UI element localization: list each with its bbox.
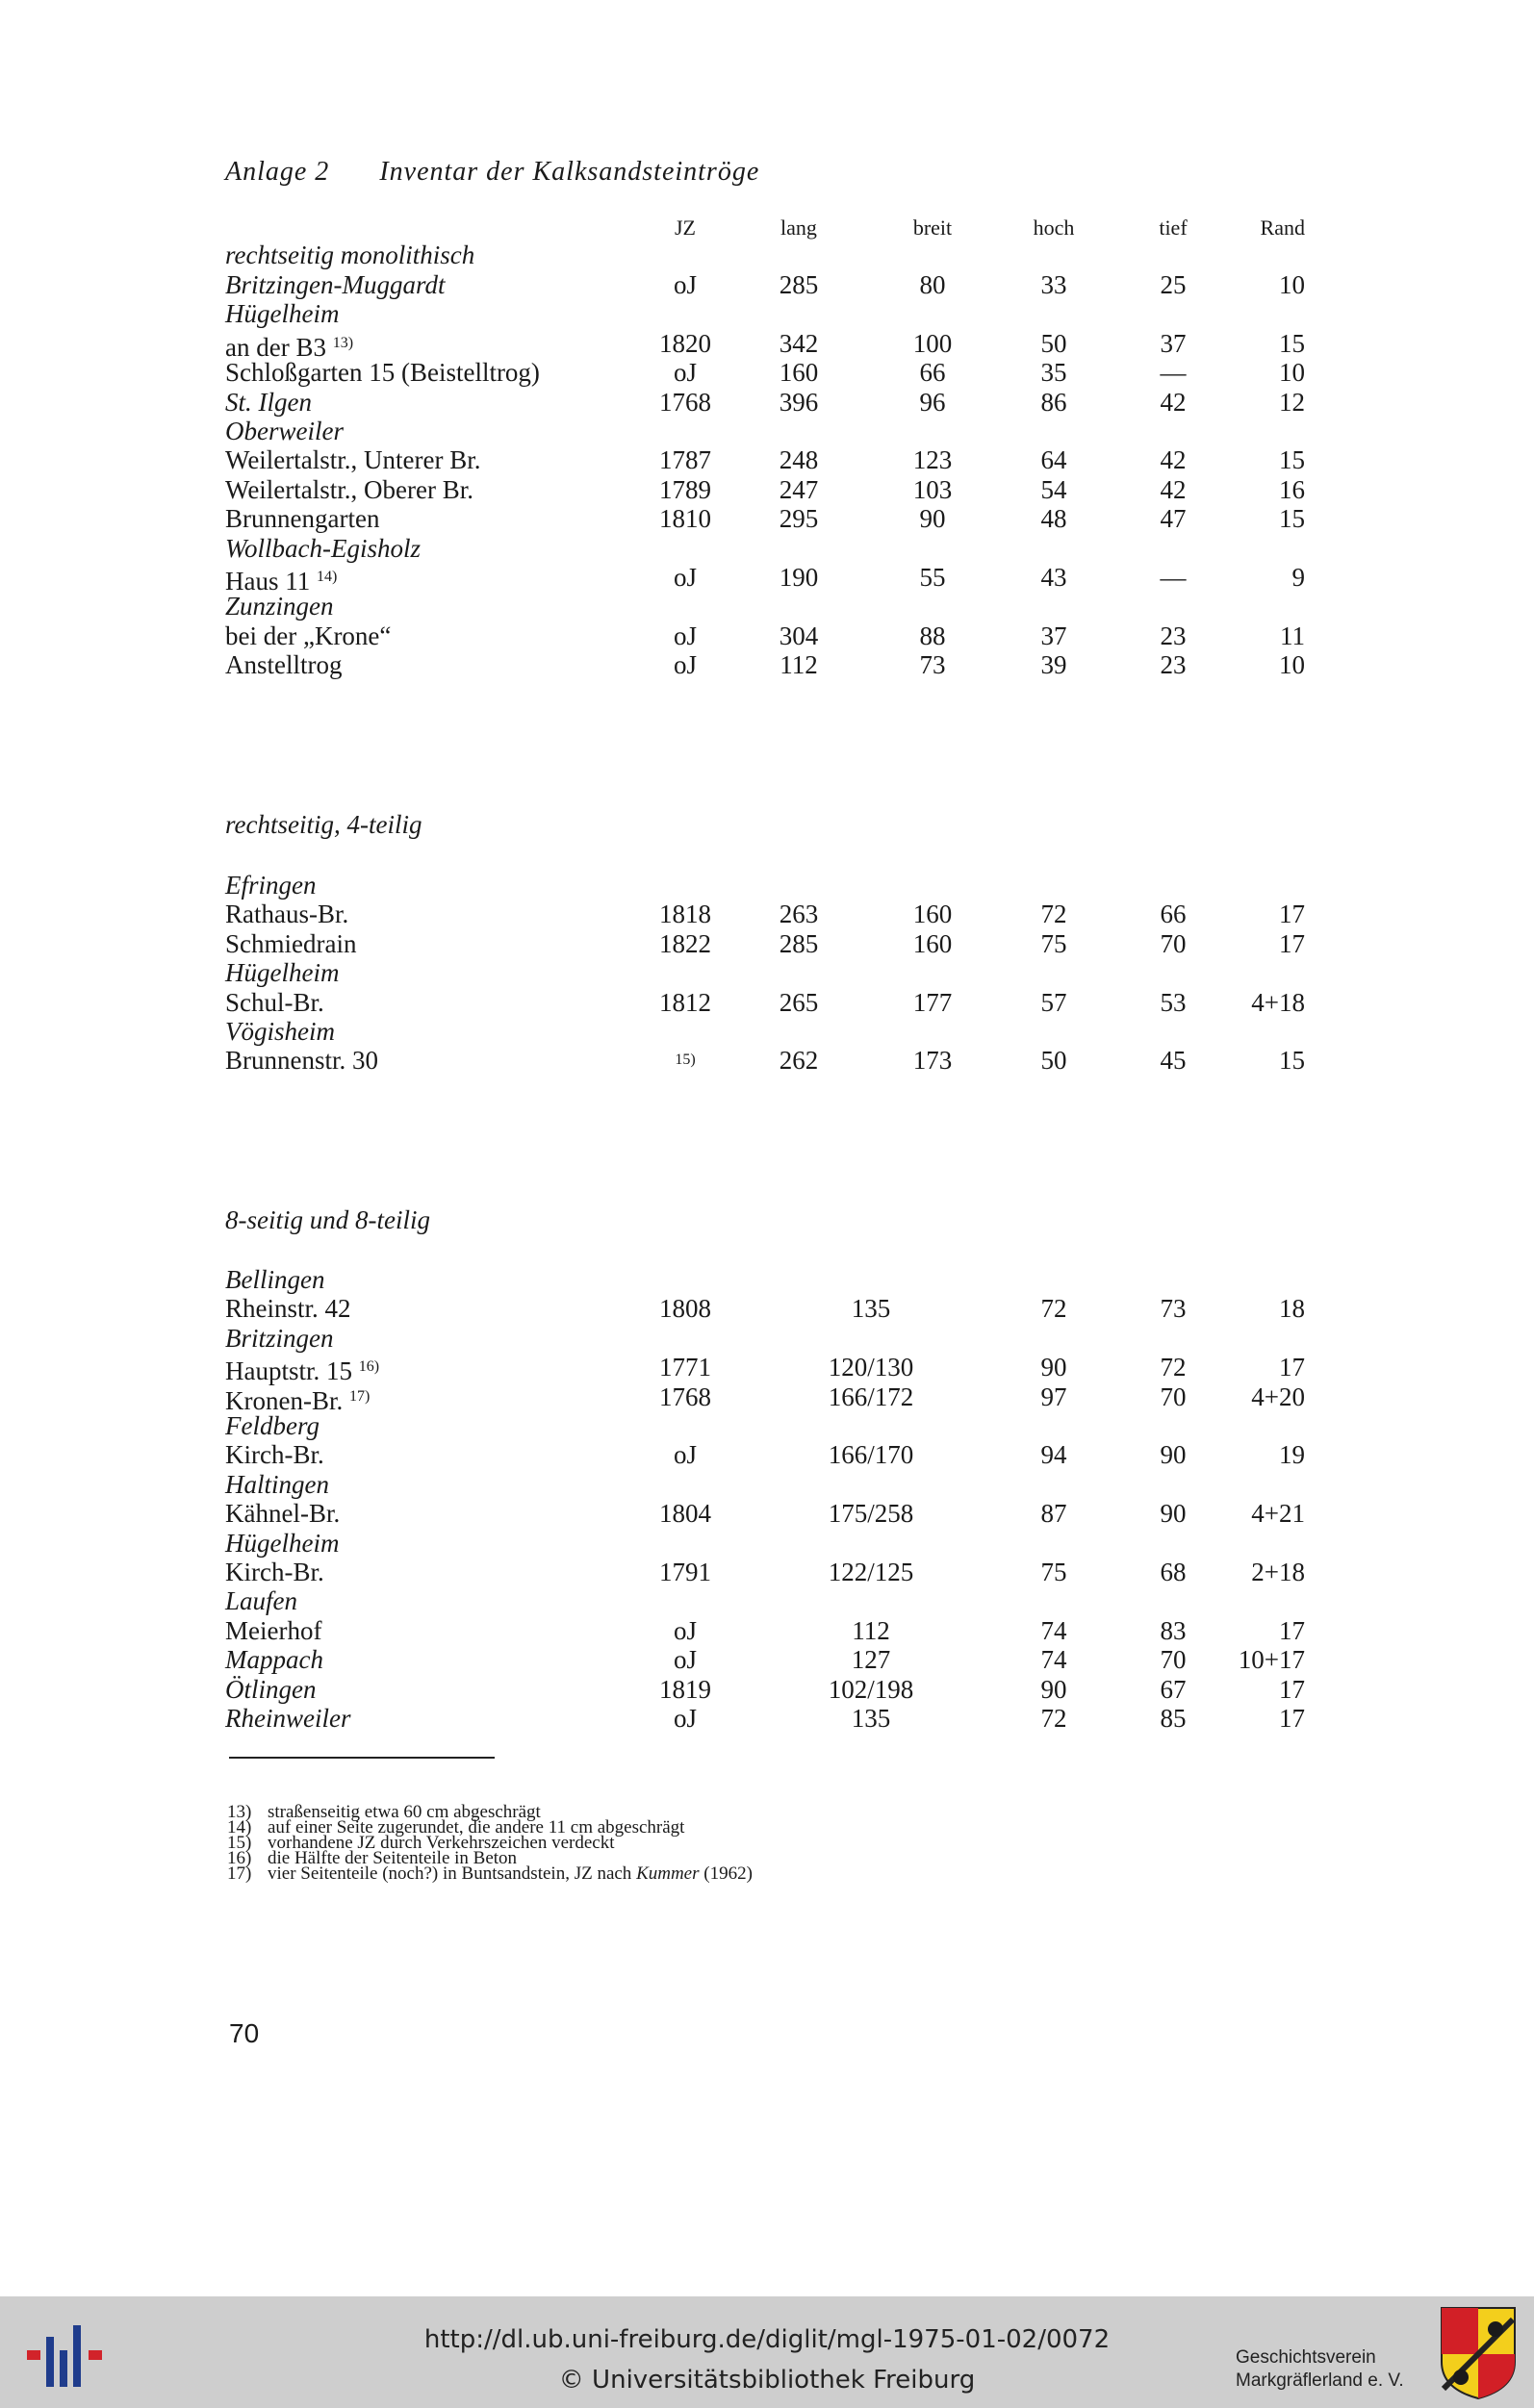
cell-hoch: 33 — [1040, 270, 1067, 299]
table-row — [0, 1615, 1534, 1646]
row-label-text: Bellingen — [225, 1265, 325, 1294]
table-row — [0, 269, 1534, 300]
cell-hoch: 72 — [1040, 900, 1067, 929]
cell-jz: oJ — [673, 1645, 697, 1675]
cell-breit: 160 — [912, 928, 953, 958]
cell-hoch: 64 — [1040, 445, 1067, 475]
table-row — [0, 649, 1534, 680]
cell-tief: 85 — [1160, 1704, 1187, 1733]
footnote-text: vorhandene JZ durch Verkehrszeichen verdeckt — [268, 1833, 615, 1853]
cell-jz: 1787 — [659, 445, 711, 475]
table-row — [0, 1703, 1534, 1734]
group-heading-row — [0, 1323, 1534, 1354]
cell-tief: 45 — [1160, 1046, 1187, 1076]
cell-lang-breit: 166/170 — [828, 1440, 914, 1470]
cell-hoch: 97 — [1040, 1381, 1067, 1411]
footnote-ref: 15) — [675, 1052, 696, 1069]
row-label-text: Rathaus-Br. — [225, 900, 349, 929]
table-row — [0, 1293, 1534, 1324]
group-heading-row — [0, 591, 1534, 621]
footnote-author: Kummer — [636, 1863, 700, 1884]
row-label — [225, 957, 339, 988]
cell-tief: 25 — [1160, 270, 1187, 299]
table-row — [0, 1498, 1534, 1529]
row-label-text: Oberweiler — [225, 417, 344, 445]
table-row — [0, 1557, 1534, 1587]
row-label-text: Hügelheim — [225, 1528, 340, 1558]
row-label — [225, 987, 324, 1018]
cell-lang-breit: 127 — [851, 1645, 891, 1675]
cell-jz: 1768 — [659, 387, 711, 417]
cell-lang: 112 — [780, 650, 818, 680]
page-number: 70 — [229, 2018, 260, 2048]
table-row — [0, 928, 1534, 959]
row-label — [225, 298, 339, 329]
cell-jz: oJ — [673, 563, 697, 592]
cell-hoch: 50 — [1040, 328, 1067, 358]
cell-breit: 90 — [919, 504, 946, 534]
row-label — [225, 1585, 297, 1616]
footnote-ref: 13) — [332, 334, 354, 351]
cell-rand: 17 — [1279, 1353, 1305, 1382]
cell-jz: oJ — [673, 650, 697, 680]
table-row — [0, 621, 1534, 651]
cell-rand: 17 — [1279, 1704, 1305, 1733]
group-heading-row — [0, 1528, 1534, 1559]
cell-lang: 190 — [779, 563, 819, 592]
footnote-text: die Hälfte der Seitenteile in Beton — [268, 1848, 518, 1868]
footer-org — [1236, 2346, 1404, 2393]
footnote — [227, 1863, 753, 1884]
cell-tief: 23 — [1160, 621, 1187, 650]
cell-breit: 173 — [912, 1046, 953, 1076]
row-label-text: Efringen — [225, 871, 317, 900]
header-tief: tief — [1159, 215, 1188, 240]
cell-tief: 72 — [1160, 1353, 1187, 1382]
footnote-number: 17) — [227, 1863, 252, 1884]
row-label — [225, 928, 356, 959]
header-breit: breit — [912, 215, 953, 240]
group-heading-row — [0, 416, 1534, 446]
row-label — [225, 387, 312, 418]
footnote-year: (1962) — [703, 1863, 753, 1884]
cell-lang-breit: 120/130 — [828, 1353, 914, 1382]
cell-jz: oJ — [673, 358, 697, 388]
cell-tief: 83 — [1160, 1615, 1187, 1645]
row-label — [225, 1264, 324, 1295]
cell-tief: 70 — [1160, 928, 1187, 958]
table-row — [0, 1674, 1534, 1705]
cell-lang-breit: 102/198 — [828, 1674, 914, 1704]
footnote-ref: 17) — [348, 1387, 371, 1405]
cell-breit: 177 — [912, 987, 953, 1017]
table-row — [0, 357, 1534, 388]
cell-hoch: 48 — [1040, 504, 1067, 534]
cell-lang-breit: 166/172 — [828, 1381, 914, 1411]
cell-rand: 15 — [1279, 504, 1305, 534]
cell-hoch: 43 — [1040, 563, 1067, 592]
cell-rand: 4+21 — [1251, 1499, 1305, 1529]
row-label-text: Kähnel-Br. — [225, 1499, 341, 1529]
row-label — [225, 1293, 351, 1324]
cell-hoch: 90 — [1040, 1674, 1067, 1704]
cell-lang: 285 — [779, 928, 819, 958]
cell-jz: 1820 — [659, 328, 711, 358]
footnote-number: 16) — [227, 1848, 252, 1868]
row-label — [225, 533, 421, 564]
row-label-text: St. Ilgen — [225, 387, 312, 417]
header-jz: JZ — [675, 215, 696, 240]
cell-jz: 1804 — [659, 1499, 711, 1529]
group-heading-row — [0, 1410, 1534, 1441]
row-label-text: Mappach — [225, 1645, 323, 1675]
row-label — [225, 1557, 324, 1587]
cell-jz: 1812 — [659, 987, 711, 1017]
footnote-text: straßenseitig etwa 60 cm abgeschrägt — [268, 1802, 541, 1822]
row-label-text: Meierhof — [225, 1615, 322, 1645]
cell-hoch: 74 — [1040, 1645, 1067, 1675]
cell-lang: 295 — [779, 504, 819, 534]
cell-breit: 55 — [919, 563, 946, 592]
row-label — [225, 1016, 335, 1047]
row-label — [225, 1498, 340, 1529]
row-label-text: Vögisheim — [225, 1017, 335, 1046]
cell-rand: 10+17 — [1238, 1645, 1305, 1675]
header-lang: lang — [780, 215, 817, 240]
row-label-text: Wollbach-Egisholz — [225, 533, 422, 563]
footnote-rule — [229, 1757, 495, 1759]
cell-jz: oJ — [673, 621, 697, 650]
row-label — [225, 1703, 350, 1734]
row-label-text: Haus 11 — [225, 567, 311, 596]
cell-jz: 1808 — [659, 1294, 711, 1324]
cell-lang: 342 — [779, 328, 819, 358]
cell-tief: 53 — [1160, 987, 1187, 1017]
cell-hoch: 94 — [1040, 1440, 1067, 1470]
cell-jz: 1768 — [659, 1381, 711, 1411]
cell-hoch: 86 — [1040, 387, 1067, 417]
cell-tief: 68 — [1160, 1558, 1187, 1586]
row-label — [225, 899, 348, 929]
cell-tief: 42 — [1160, 445, 1187, 475]
cell-hoch: 90 — [1040, 1353, 1067, 1382]
row-label-text: Ötlingen — [225, 1674, 317, 1704]
cell-lang: 304 — [779, 621, 819, 650]
row-label — [225, 1323, 334, 1354]
row-label-text: Weilertalstr., Oberer Br. — [225, 474, 473, 504]
footer-url[interactable]: http://dl.ub.uni-freiburg.de/diglit/mgl-1975-01-02/0072 — [423, 2325, 1111, 2354]
cell-lang: 160 — [779, 358, 819, 388]
cell-hoch: 72 — [1040, 1294, 1067, 1324]
cell-breit: 88 — [919, 621, 946, 650]
footnote-ref: 14) — [317, 569, 338, 585]
cell-hoch: 74 — [1040, 1615, 1067, 1645]
cell-rand: 15 — [1279, 445, 1305, 475]
cell-breit: 80 — [919, 270, 946, 299]
table-row — [0, 444, 1534, 475]
cell-rand: 10 — [1279, 270, 1305, 299]
cell-tief: 90 — [1160, 1440, 1187, 1470]
row-label-text: Schul-Br. — [225, 987, 324, 1017]
cell-jz: oJ — [673, 1440, 697, 1470]
cell-rand: 17 — [1279, 900, 1305, 929]
cell-tief: 73 — [1160, 1294, 1187, 1324]
row-label — [225, 1644, 323, 1675]
cell-rand: 19 — [1279, 1440, 1305, 1470]
table-row — [0, 1644, 1534, 1675]
cell-jz: 1818 — [659, 900, 711, 929]
table-row — [0, 1352, 1534, 1386]
group-heading-row — [0, 1264, 1534, 1295]
row-label-text: Haltingen — [225, 1469, 329, 1499]
row-label-text: Kirch-Br. — [225, 1558, 324, 1586]
section3-title: 8-seitig und 8-teilig — [225, 1205, 430, 1234]
row-label-text: Hügelheim — [225, 299, 340, 329]
group-heading-row — [0, 870, 1534, 900]
cell-jz: oJ — [673, 270, 697, 299]
section1-title: rechtseitig monolithisch — [225, 241, 475, 269]
row-label — [225, 1439, 324, 1470]
table-row — [0, 503, 1534, 534]
row-label-text: Zunzingen — [225, 592, 334, 621]
title-part1: Anlage 2 — [225, 157, 330, 187]
footnote-text: auf einer Seite zugerundet, die andere 11 cm abgeschrägt — [268, 1817, 685, 1838]
page-title — [225, 157, 759, 188]
cell-tief: 47 — [1160, 504, 1187, 534]
cell-jz — [631, 1045, 739, 1079]
cell-rand: 4+18 — [1251, 987, 1305, 1017]
cell-rand: 17 — [1279, 1674, 1305, 1704]
cell-lang: 248 — [779, 445, 819, 475]
footnote-number: 13) — [227, 1802, 252, 1822]
cell-hoch: 72 — [1040, 1704, 1067, 1733]
row-label-text: Feldberg — [225, 1411, 320, 1440]
cell-hoch: 39 — [1040, 650, 1067, 680]
row-label-text: Anstelltrog — [225, 650, 343, 680]
cell-breit: 66 — [919, 358, 946, 388]
table-row — [0, 474, 1534, 505]
cell-jz: 1822 — [659, 928, 711, 958]
cell-tief: — — [1160, 358, 1187, 388]
cell-hoch: 54 — [1040, 474, 1067, 504]
cell-hoch: 50 — [1040, 1046, 1067, 1076]
row-label-text: Brunnenstr. 30 — [225, 1046, 378, 1076]
row-label-text: Rheinweiler — [225, 1704, 351, 1733]
row-label-text: Hauptstr. 15 — [225, 1356, 352, 1386]
row-label — [225, 1469, 329, 1500]
table-row — [0, 387, 1534, 418]
cell-tief: 70 — [1160, 1381, 1187, 1411]
row-label — [225, 357, 540, 388]
footnote-text: vier Seitenteile (noch?) in Buntsandstein, JZ nach — [268, 1863, 632, 1884]
cell-breit: 100 — [912, 328, 953, 358]
cell-hoch: 37 — [1040, 621, 1067, 650]
cell-rand: 11 — [1280, 621, 1305, 650]
header-rand: Rand — [1260, 215, 1305, 240]
row-label-text: Kirch-Br. — [225, 1440, 324, 1470]
row-label-text: bei der „Krone“ — [225, 621, 392, 650]
table-row — [0, 899, 1534, 929]
cell-breit: 123 — [912, 445, 953, 475]
cell-lang: 285 — [779, 270, 819, 299]
cell-tief: — — [1160, 563, 1187, 592]
row-label — [225, 416, 344, 446]
cell-tief: 70 — [1160, 1645, 1187, 1675]
cell-rand: 17 — [1279, 1615, 1305, 1645]
cell-tief: 90 — [1160, 1499, 1187, 1529]
cell-hoch: 75 — [1040, 928, 1067, 958]
cell-lang-breit: 175/258 — [828, 1499, 914, 1529]
row-label-text: Schloßgarten 15 (Beistelltrog) — [225, 358, 540, 388]
table-row — [0, 1045, 1534, 1076]
cell-jz: 1789 — [659, 474, 711, 504]
org-line1: Geschichtsverein — [1236, 2347, 1376, 2368]
cell-rand: 15 — [1279, 1046, 1305, 1076]
row-label-text: Weilertalstr., Unterer Br. — [225, 445, 481, 475]
group-heading-row — [0, 533, 1534, 564]
row-label — [225, 503, 379, 534]
cell-jz: oJ — [673, 1704, 697, 1733]
row-label — [225, 474, 473, 505]
footnote-ref: 16) — [358, 1358, 380, 1376]
cell-tief: 42 — [1160, 474, 1187, 504]
cell-rand: 4+20 — [1251, 1381, 1305, 1411]
cell-jz: oJ — [673, 1615, 697, 1645]
table-row — [0, 328, 1534, 362]
cell-rand: 16 — [1279, 474, 1305, 504]
coat-of-arms-icon — [1440, 2306, 1517, 2400]
row-label-text: Britzingen — [225, 1323, 334, 1353]
row-label — [225, 1615, 321, 1646]
table-header — [0, 213, 1534, 243]
cell-jz: 1819 — [659, 1674, 711, 1704]
cell-breit: 96 — [919, 387, 946, 417]
cell-lang-breit: 122/125 — [828, 1558, 914, 1586]
cell-rand: 10 — [1279, 358, 1305, 388]
group-heading-row — [0, 957, 1534, 988]
cell-lang: 262 — [779, 1046, 819, 1076]
row-label — [225, 1045, 378, 1076]
row-label — [225, 269, 446, 300]
cell-rand: 12 — [1279, 387, 1305, 417]
row-label — [225, 1674, 317, 1705]
cell-jz: 1810 — [659, 504, 711, 534]
row-label — [225, 621, 391, 651]
row-label — [225, 1410, 320, 1441]
header-hoch: hoch — [1033, 215, 1075, 240]
cell-lang-breit: 135 — [851, 1704, 891, 1733]
group-heading-row — [0, 1016, 1534, 1047]
cell-hoch: 57 — [1040, 987, 1067, 1017]
row-label-text: Kronen-Br. — [225, 1385, 344, 1415]
row-label-text: Brunnengarten — [225, 504, 380, 534]
cell-jz: 1771 — [659, 1353, 711, 1382]
table-row — [0, 987, 1534, 1018]
group-heading-row — [0, 1585, 1534, 1616]
cell-rand: 18 — [1279, 1294, 1305, 1324]
cell-rand: 2+18 — [1251, 1558, 1305, 1586]
cell-tief: 67 — [1160, 1674, 1187, 1704]
cell-lang: 265 — [779, 987, 819, 1017]
row-label-text: Britzingen-Muggardt — [225, 270, 446, 299]
footnote-number: 15) — [227, 1833, 252, 1853]
footer-copyright: © Universitätsbibliothek Freiburg — [558, 2366, 976, 2395]
cell-breit: 160 — [912, 900, 953, 929]
table-row — [0, 562, 1534, 596]
group-heading-row — [0, 298, 1534, 329]
cell-tief: 37 — [1160, 328, 1187, 358]
row-label — [225, 444, 481, 475]
cell-hoch: 75 — [1040, 1558, 1067, 1586]
footnote-number: 14) — [227, 1817, 252, 1838]
table-row — [0, 1381, 1534, 1415]
cell-lang: 396 — [779, 387, 819, 417]
cell-hoch: 35 — [1040, 358, 1067, 388]
section2-title: rechtseitig, 4-teilig — [225, 810, 422, 839]
footer-bar — [0, 2296, 1534, 2408]
table-row — [0, 1439, 1534, 1470]
group-heading-row — [0, 1469, 1534, 1500]
cell-hoch: 87 — [1040, 1499, 1067, 1529]
cell-breit: 73 — [919, 650, 946, 680]
cell-rand: 10 — [1279, 650, 1305, 680]
org-line2: Markgräflerland e. V. — [1236, 2370, 1404, 2391]
cell-rand: 15 — [1279, 328, 1305, 358]
cell-lang-breit: 112 — [852, 1615, 890, 1645]
row-label — [225, 591, 334, 621]
cell-rand: 9 — [1291, 563, 1305, 592]
cell-jz: 1791 — [659, 1558, 711, 1586]
row-label-text: Schmiedrain — [225, 928, 357, 958]
cell-lang: 247 — [779, 474, 819, 504]
footnotes — [227, 1802, 753, 1884]
row-label — [225, 649, 343, 680]
cell-lang-breit: 135 — [851, 1294, 891, 1324]
row-label-text: Laufen — [225, 1586, 298, 1616]
cell-tief: 23 — [1160, 650, 1187, 680]
row-label — [225, 1528, 339, 1559]
cell-breit: 103 — [912, 474, 953, 504]
cell-lang: 263 — [779, 900, 819, 929]
row-label-text: an der B3 — [225, 332, 326, 362]
title-part2: Inventar der Kalksandsteintröge — [379, 157, 760, 187]
row-label — [225, 870, 317, 900]
cell-rand: 17 — [1279, 928, 1305, 958]
cell-tief: 42 — [1160, 387, 1187, 417]
row-label-text: Rheinstr. 42 — [225, 1294, 351, 1324]
cell-tief: 66 — [1160, 900, 1187, 929]
row-label-text: Hügelheim — [225, 958, 340, 988]
